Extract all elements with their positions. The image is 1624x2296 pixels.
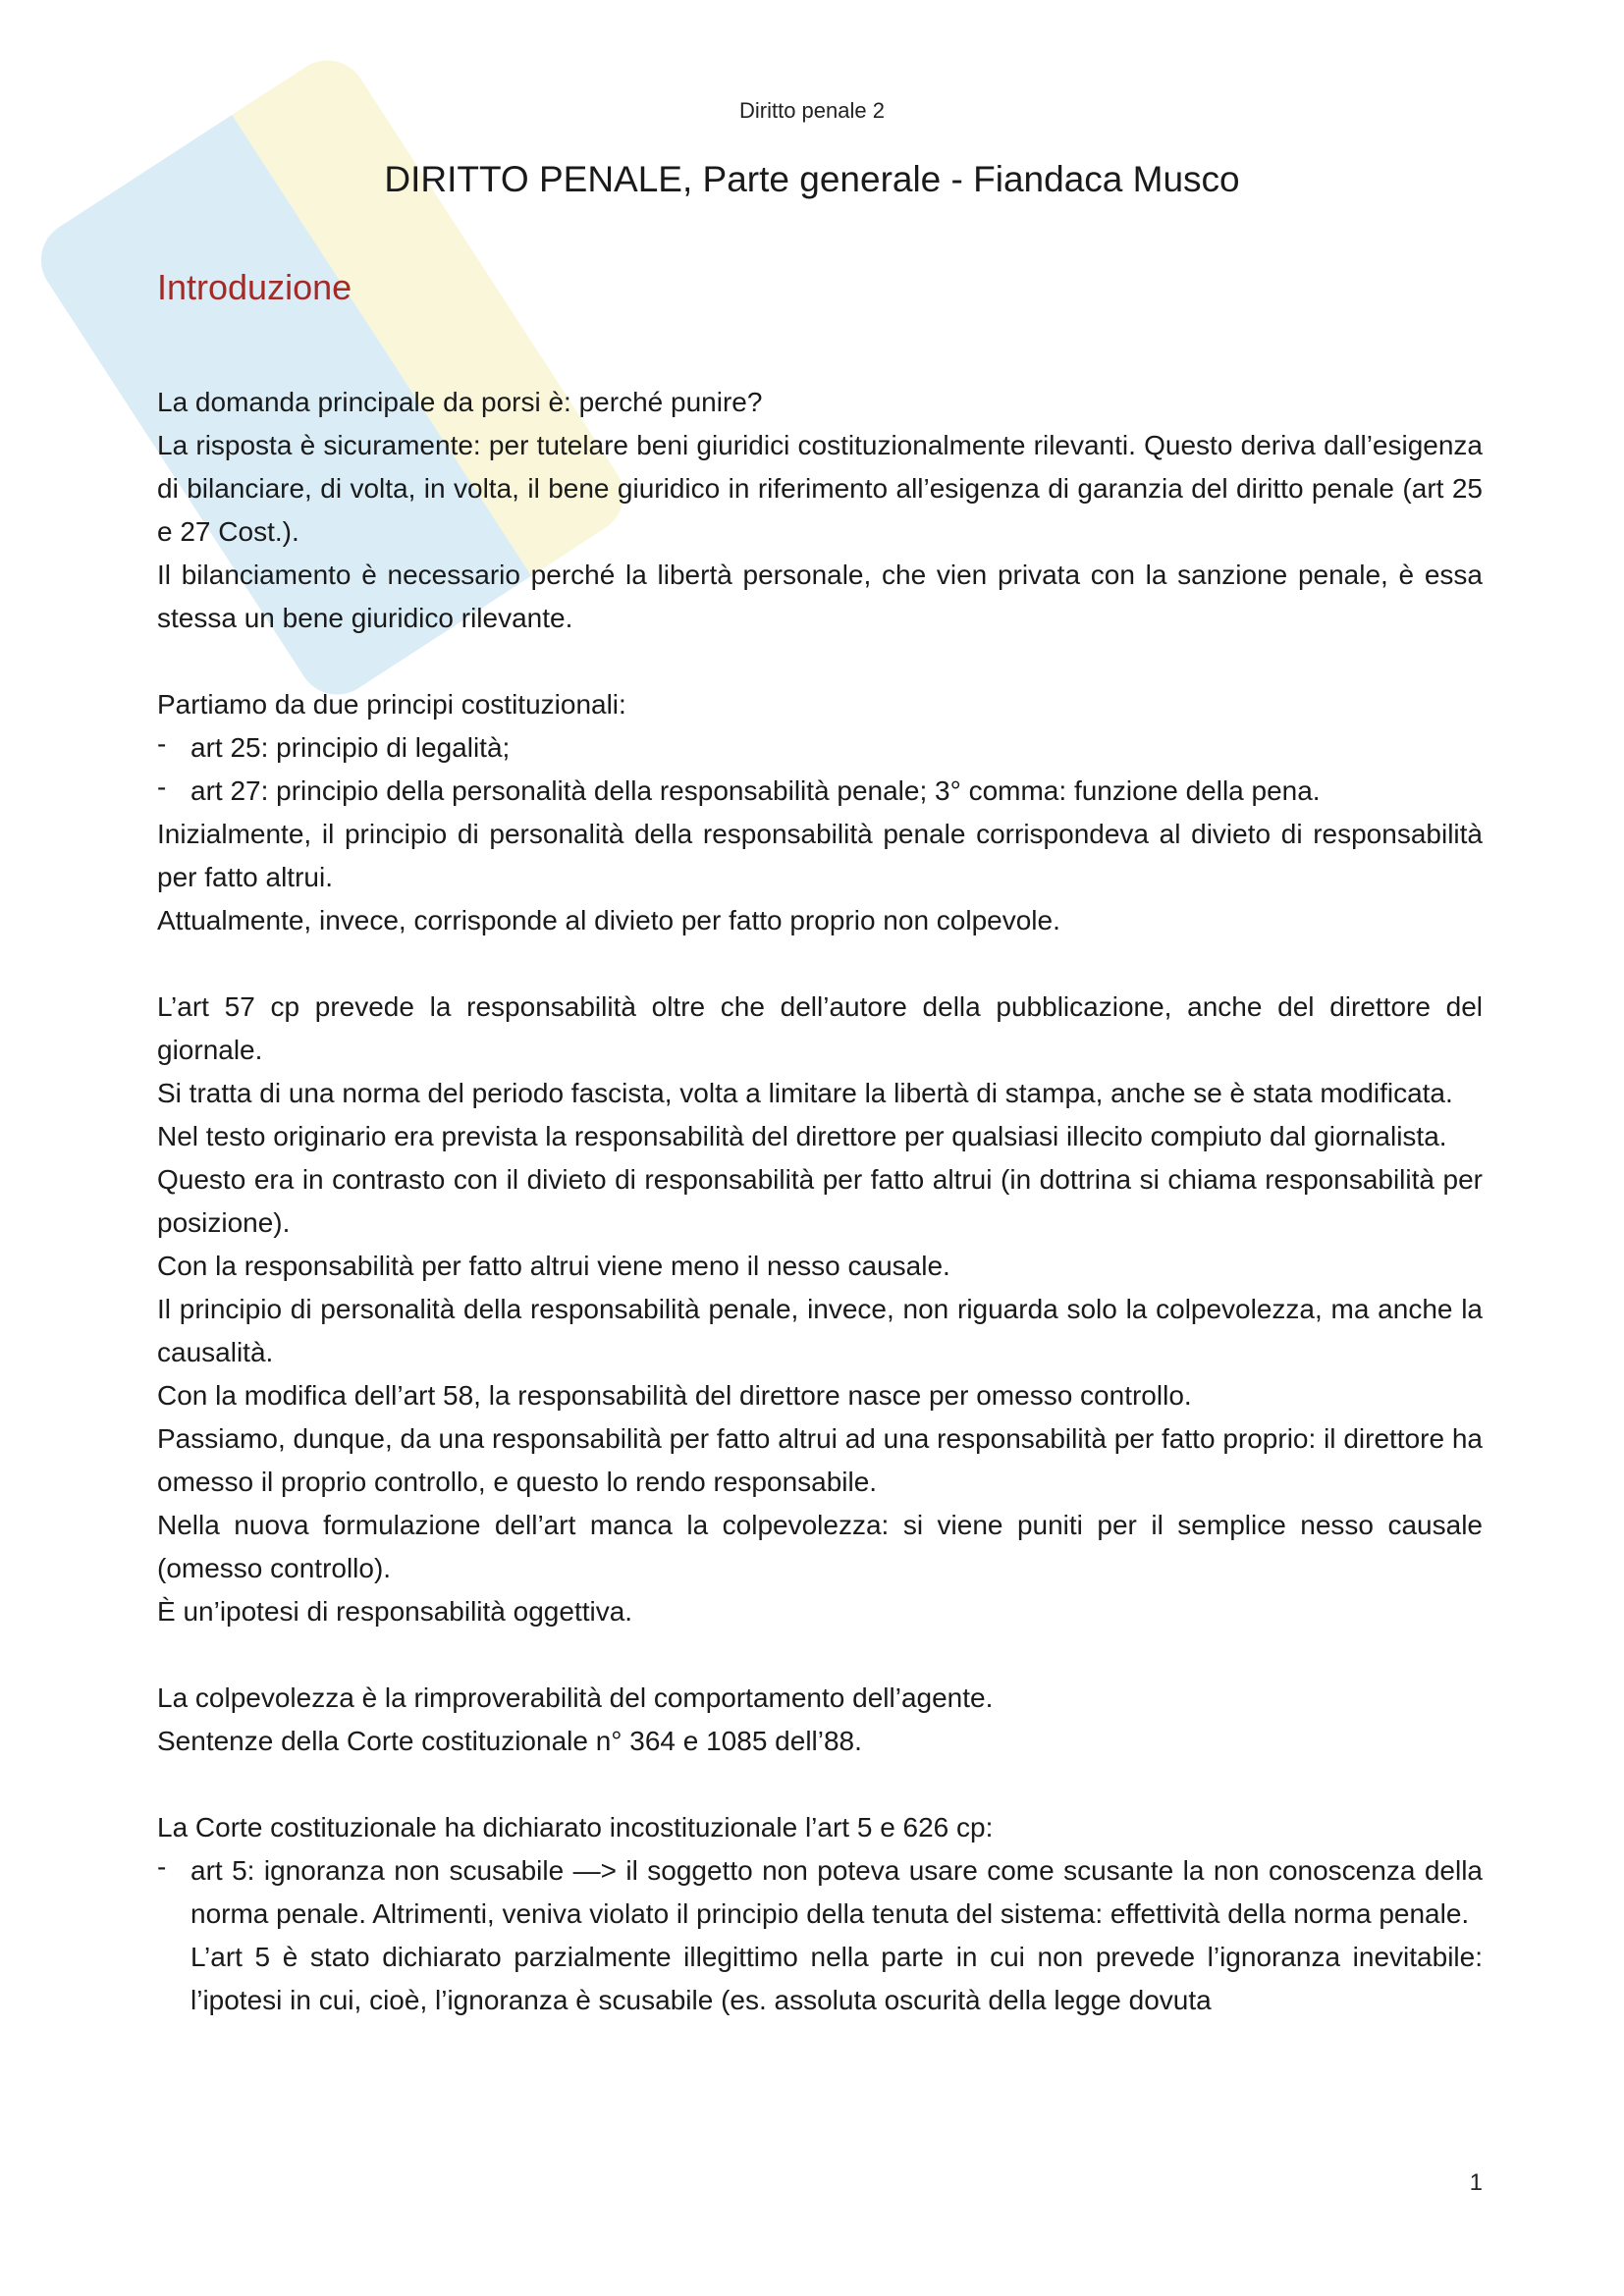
paragraph: Questo era in contrasto con il divieto di responsabilità per fatto altrui (in dottrina si chiama responsabilità per posizione). xyxy=(157,1164,1483,1238)
paragraph: Nella nuova formulazione dell’art manca la colpevolezza: si viene puniti per il semplice nesso causale (omesso controllo). xyxy=(157,1510,1483,1583)
section-heading: Introduzione xyxy=(157,267,352,307)
paragraph: Sentenze della Corte costituzionale n° 364 e 1085 dell’88. xyxy=(157,1726,862,1756)
paragraph: La domanda principale da porsi è: perché punire? xyxy=(157,387,763,417)
paragraph: Partiamo da due principi costituzionali: xyxy=(157,689,626,720)
paragraph: Con la modifica dell’art 58, la responsabilità del direttore nasce per omesso controllo. xyxy=(157,1380,1192,1411)
paragraph: Il bilanciamento è necessario perché la libertà personale, che vien privata con la sanzione penale, è essa stessa un bene giuridico rilevante. xyxy=(157,560,1483,633)
paragraph: Attualmente, invece, corrisponde al divieto per fatto proprio non colpevole. xyxy=(157,905,1060,935)
principles-list xyxy=(157,726,1483,813)
paragraph: Passiamo, dunque, da una responsabilità per fatto altrui ad una responsabilità per fatto proprio: il direttore ha omesso il proprio controllo, e questo lo rendo responsabile. xyxy=(157,1423,1483,1497)
paragraph: La colpevolezza è la rimproverabilità del comportamento dell’agente. xyxy=(157,1682,994,1713)
list-item: - art 25: principio di legalità; xyxy=(157,726,1483,770)
paragraph: L’art 57 cp prevede la responsabilità oltre che dell’autore della pubblicazione, anche del direttore del giornale. xyxy=(157,991,1483,1065)
articles-list xyxy=(157,1849,1483,1936)
paragraph: Con la responsabilità per fatto altrui viene meno il nesso causale. xyxy=(157,1251,950,1281)
paragraph: Nel testo originario era prevista la responsabilità del direttore per qualsiasi illecito compiuto dal giornalista. xyxy=(157,1121,1447,1151)
list-item-continuation: L’art 5 è stato dichiarato parzialmente illegittimo nella parte in cui non prevede l’ignoranza inevitabile: l’ipotesi in cui, cioè, l’ignoranza è scusabile (es. assoluta oscurità della legge dovuta xyxy=(190,1942,1483,2015)
paragraph: Si tratta di una norma del periodo fascista, volta a limitare la libertà di stampa, anche se è stata modificata. xyxy=(157,1078,1453,1108)
paragraph: È un’ipotesi di responsabilità oggettiva. xyxy=(157,1596,633,1627)
list-item: - art 5: ignoranza non scusabile —> il soggetto non poteva usare come scusante la non conoscenza della norma penale. Altrimenti, veniva violato il principio della tenuta del sistema: effettività della norma penale. xyxy=(157,1849,1483,1936)
paragraph: La risposta è sicuramente: per tutelare beni giuridici costituzionalmente rilevanti. Questo deriva dall’esigenza di bilanciare, di volta, in volta, il bene giuridico in riferimento all’esigenza di garanzia del diritto penale (art 25 e 27 Cost.). xyxy=(157,430,1483,547)
list-item: - art 27: principio della personalità della responsabilità penale; 3° comma: funzione della pena. xyxy=(157,770,1483,813)
paragraph: Inizialmente, il principio di personalità della responsabilità penale corrispondeva al divieto di responsabilità per fatto altrui. xyxy=(157,819,1483,892)
page-number: 1 xyxy=(1469,2169,1483,2196)
paragraph: La Corte costituzionale ha dichiarato incostituzionale l’art 5 e 626 cp: xyxy=(157,1812,994,1842)
running-header: Diritto penale 2 xyxy=(739,98,885,123)
body-text xyxy=(157,381,1483,2022)
paragraph: Il principio di personalità della responsabilità penale, invece, non riguarda solo la colpevolezza, ma anche la causalità. xyxy=(157,1294,1483,1367)
document-title: DIRITTO PENALE, Parte generale - Fiandaca Musco xyxy=(384,159,1240,199)
